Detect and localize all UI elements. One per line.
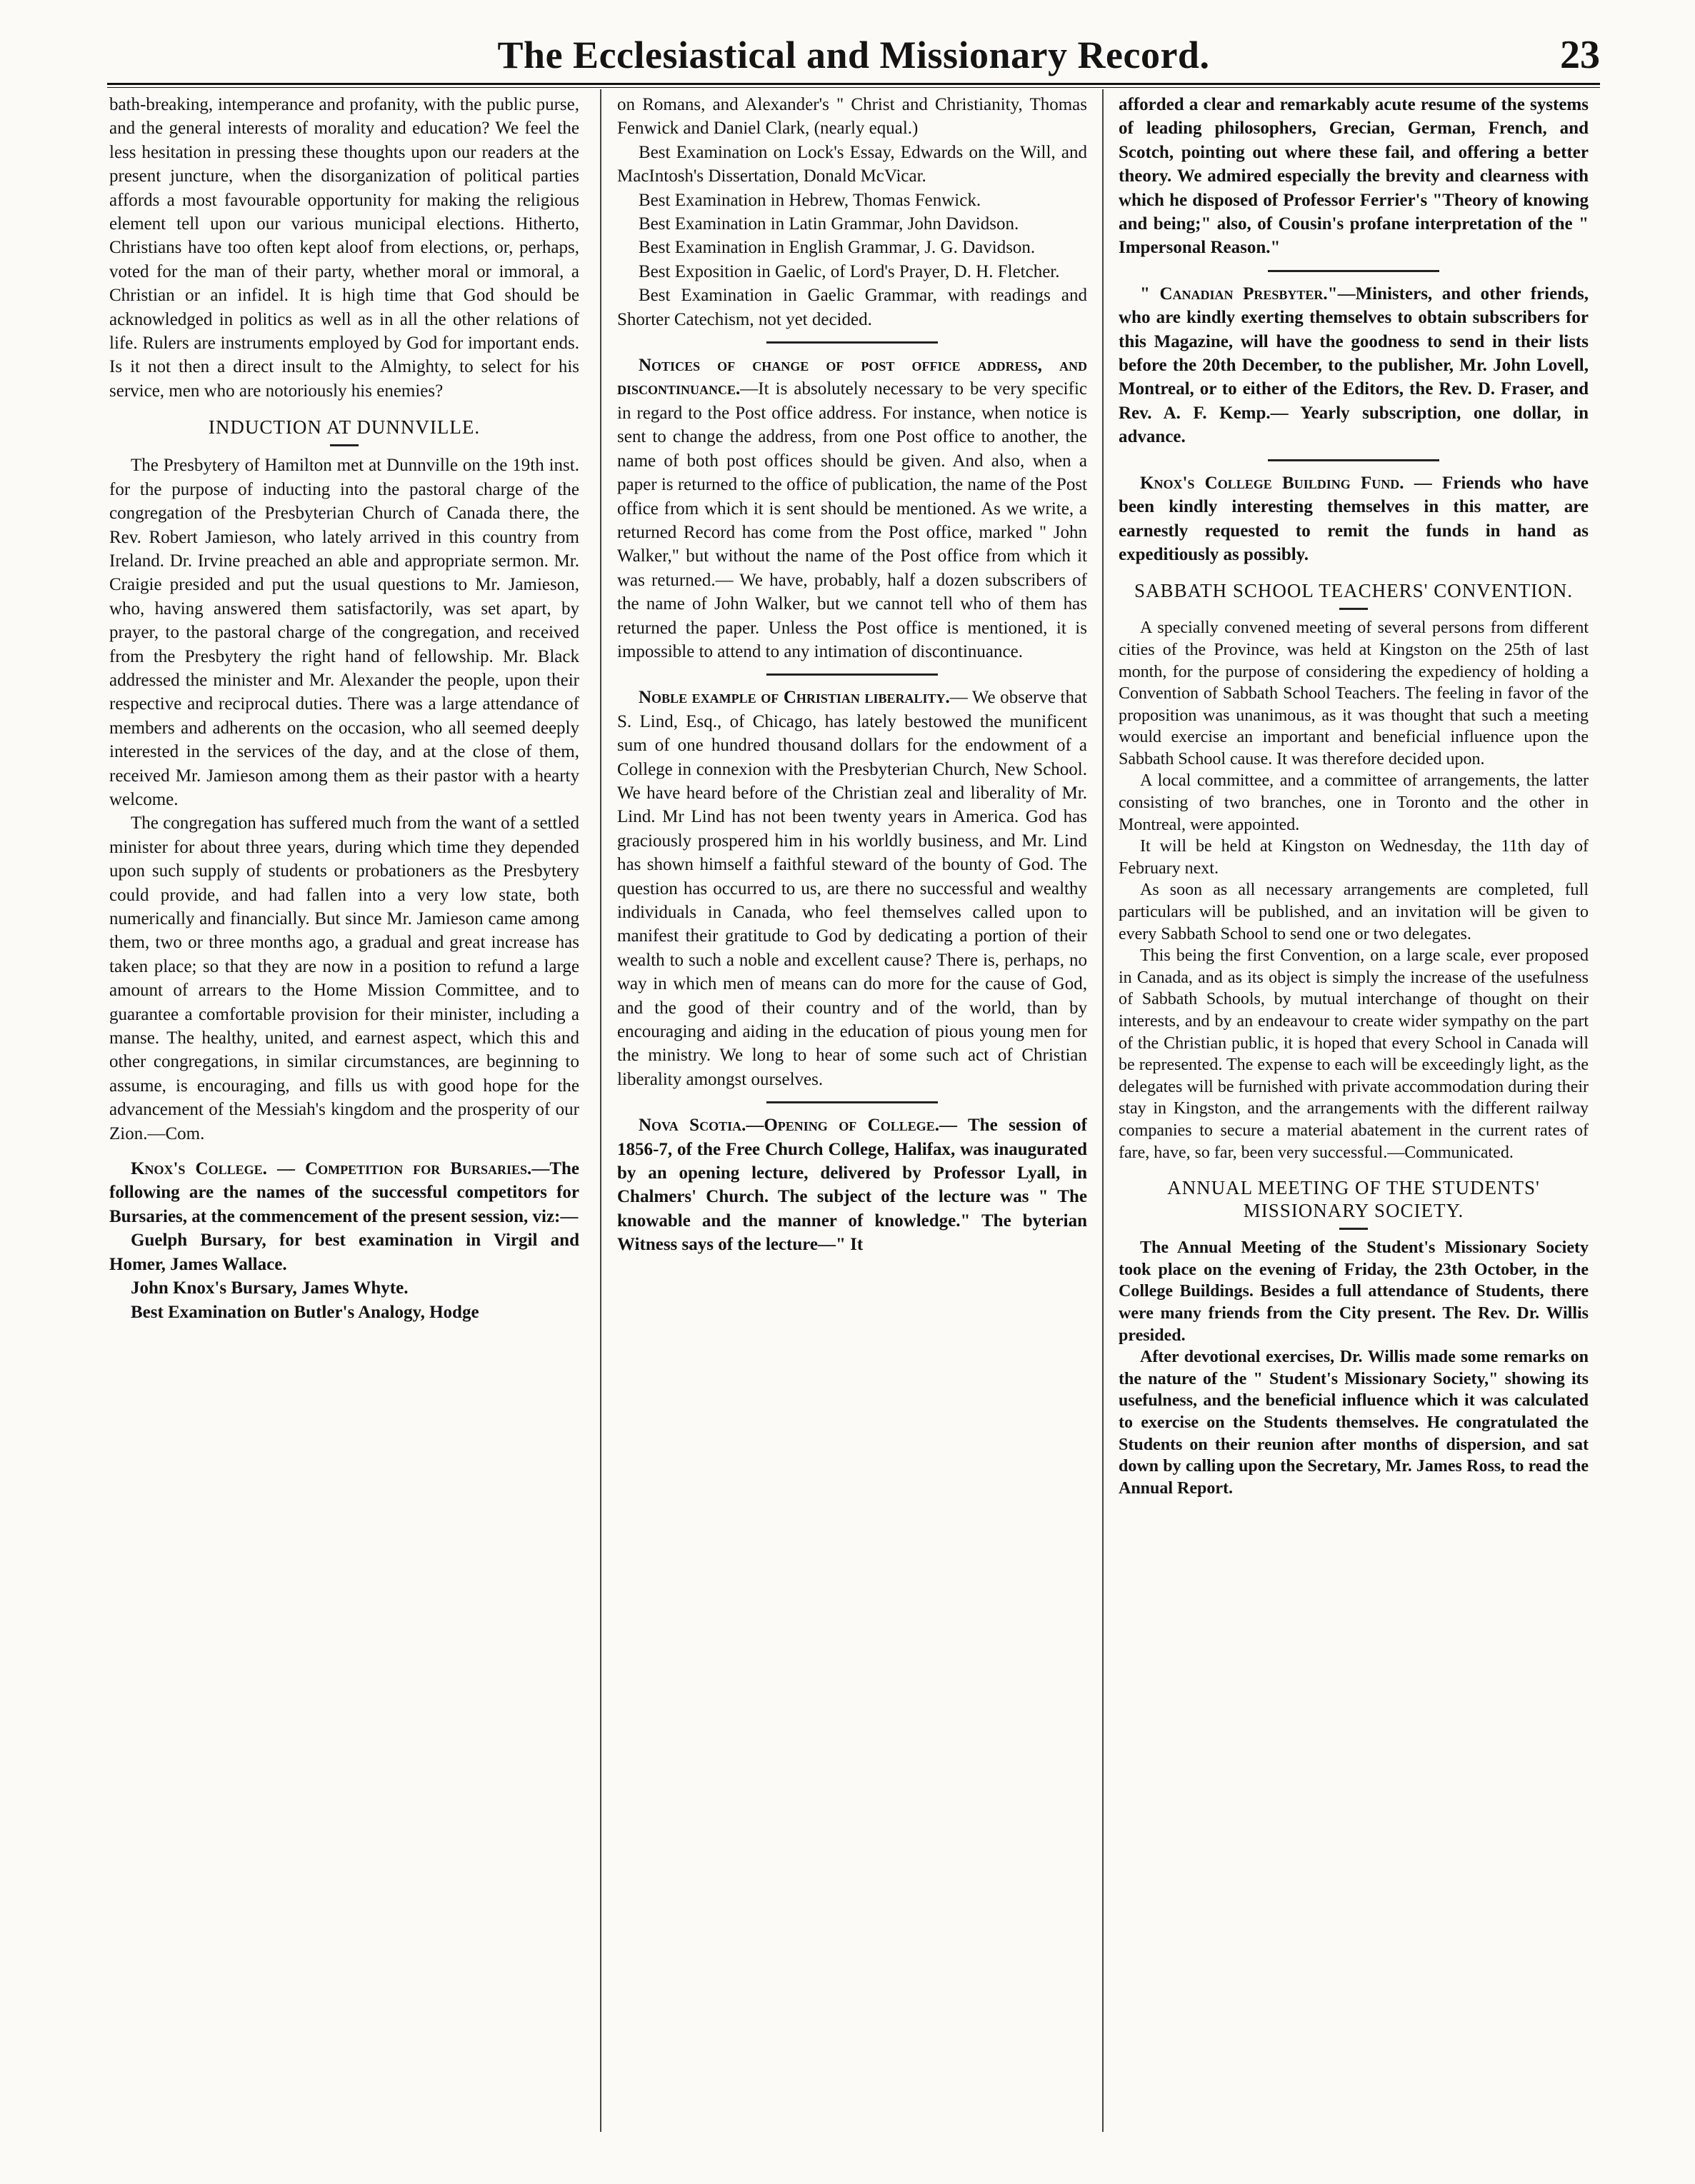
- continued-paragraph: bath-breaking, intemperance and profanity, with the public purse, and the general interests of morality and education? We feel the less hesitation in pressing these thoughts upon our readers at the present juncture, when the disorganization of political parties affords a most favourable opportunity for making the religious element tell upon our various municipal elections. Hitherto, Christians have too often kept aloof from elections, or, perhaps, voted for the man of their party, whether moral or immoral, a Christian or an infidel. It is high time that God should be acknowledged in politics as well as in all the other relations of life. Rulers are instruments employed by God for important ends. Is it not then a direct insult to the Almighty, to select for his service, men who are notoriously his enemies?: [109, 95, 579, 401]
- article-text: —Ministers, and other friends, who are kindly exerting themselves to obtain subscribers for this Magazine, will have the goodness to send in their lists before the 20th December, to the publisher, Mr. John Lovell, Montreal, or to either of the Editors, the Rev. D. Fraser, and Rev. A. F. Kemp.— Yearly subscription, one dollar, in advance.: [1119, 284, 1589, 447]
- paragraph: A specially convened meeting of several persons from different cities of the Province, was held at Kingston on the 25th of last month, for the purpose of considering the expediency of holding a Convention of Sabbath School Teachers. The feeling in favor of the proposition was unanimous, as it was thought that such a meeting would exercise an important and beneficial influence upon the Sabbath School cause. It was therefore decided upon.: [1119, 618, 1589, 768]
- continued-paragraph: on Romans, and Alexander's " Christ and Christianity, Thomas Fenwick and Daniel Clark, (nearly equal.): [617, 95, 1087, 139]
- article-knox-bursaries: [109, 1157, 579, 1228]
- article-text: —The following are the names of the successful competitors for Bursaries, at the commencement of the present session, viz:—: [109, 1159, 579, 1226]
- separator-rule: [766, 673, 938, 676]
- section-heading-sabbath-school: SABBATH SCHOOL TEACHERS' CONVENTION.: [1134, 580, 1573, 602]
- page-header: [107, 30, 1600, 80]
- paragraph: A local committee, and a committee of arrangements, the latter consisting of two branches, one in Toronto and the other in Montreal, were appointed.: [1119, 771, 1589, 834]
- bursary-item: Best Examination in English Grammar, J. G. Davidson.: [639, 238, 1036, 258]
- paragraph: It will be held at Kingston on Wednesday, the 11th day of February next.: [1119, 837, 1589, 878]
- running-title: The Ecclesiastical and Missionary Record.: [497, 34, 1210, 76]
- article-text: —It is absolutely necessary to be very specific in regard to the Post office address. For instance, when notice is sent to change the address, from one Post office to another, the name of both post offices should be given. And also, when a paper is returned to the office of publication, the name of the Post office from which it is sent should be mentioned. As we write, a returned Record has come from the Post office, marked " John Walker," but without the name of the Post office from which it was returned.— We have, probably, half a dozen subscribers of the name of John Walker, but we cannot tell who of them has returned the paper. Unless the Post office is mentioned, it is impossible to attend to any intimation of discontinuance.: [617, 379, 1087, 661]
- column-3: [1119, 93, 1589, 2150]
- paragraph: After devotional exercises, Dr. Willis made some remarks on the nature of the " Student's Missionary Society," showing its usefulness, and the beneficial influence which it was calculated to exercise on the Students themselves. He congratulated the Students on their reunion after months of dispersion, and sat down by calling upon the Secretary, Mr. James Ross, to read the Annual Report.: [1119, 1348, 1589, 1498]
- article-text: — Friends who have been kindly interesting themselves in this matter, are earnestly requested to remit the funds in hand as expeditiously as possibly.: [1119, 473, 1589, 564]
- article-building-fund: [1119, 471, 1589, 567]
- bursary-item: John Knox's Bursary, James Whyte.: [131, 1278, 409, 1298]
- bursary-item: Best Exposition in Gaelic, of Lord's Prayer, D. H. Fletcher.: [639, 261, 1060, 281]
- column-divider: [1102, 89, 1104, 2132]
- bursary-item: Best Examination in Latin Grammar, John Davidson.: [639, 214, 1019, 234]
- bursary-item: Best Examination in Gaelic Grammar, with readings and Shorter Catechism, not yet decided.: [617, 286, 1087, 329]
- article-lead: Knox's College Building Fund.: [1140, 473, 1404, 493]
- section-heading-annual-meeting: ANNUAL MEETING OF THE STUDENTS' MISSIONARY SOCIETY.: [1167, 1177, 1540, 1222]
- article-notices: [617, 354, 1087, 663]
- article-nova-scotia: [617, 1113, 1087, 1256]
- paragraph: As soon as all necessary arrangements are completed, full particulars will be published, and an invitation will be given to every Sabbath School to send one or two delegates.: [1119, 881, 1589, 943]
- separator-rule: [766, 1101, 938, 1103]
- article-lead: Notices of change of post office address, and discontinuance.: [617, 356, 1087, 399]
- bursary-item: Best Examination in Hebrew, Thomas Fenwick.: [639, 190, 981, 210]
- article-canadian-presbyter: [1119, 282, 1589, 449]
- heading-dash: [1339, 608, 1368, 610]
- paragraph: The Annual Meeting of the Student's Missionary Society took place on the evening of Friday, the 23th October, in the College Buildings. Besides a full attendance of Students, there were many friends from the City present. The Rev. Dr. Willis presided.: [1119, 1238, 1589, 1345]
- article-lead: Nova Scotia.—Opening of College.: [639, 1116, 939, 1136]
- page-number: 23: [1560, 33, 1600, 77]
- article-lead: " Canadian Presbyter.": [1140, 284, 1338, 304]
- article-lead: Knox's College. — Competition for Bursaries.: [131, 1159, 532, 1179]
- continued-paragraph: afforded a clear and remarkably acute resume of the systems of leading philosophers, Grecian, German, French, and Scotch, pointing out where these fail, and offering a better theory. We admired especially the brevity and clearness with which he disposed of Professor Ferrier's "Theory of knowing and being;" also, of Cousin's profane interpretation of the " Impersonal Reason.": [1119, 95, 1589, 258]
- heading-dash: [1339, 1228, 1368, 1230]
- column-divider: [600, 89, 601, 2132]
- bursary-item: Best Examination on Lock's Essay, Edwards on the Will, and MacIntosh's Dissertation, Donald McVicar.: [617, 142, 1087, 186]
- separator-rule: [766, 341, 938, 344]
- paragraph: The congregation has suffered much from the want of a settled minister for about three years, during which time they depended upon such supply of students or probationers as the Presbytery could provide, and had fallen into a very low state, both numerically and financially. But since Mr. Jamieson came among them, two or three months ago, a gradual and great increase has taken place; so that they are now in a position to refund a large amount of arrears to the Home Mission Committee, and to guarantee a comfortable provision for their minister, including a manse. The healthy, united, and earnest aspect, which this and other congregations, in similar circumstances, are beginning to assume, is encouraging, and fills us with good hope for the advancement of the Messiah's kingdom and the prosperity of our Zion.—Com.: [109, 813, 579, 1143]
- heading-dash: [330, 444, 359, 446]
- article-noble-example: [617, 686, 1087, 1091]
- column-2: [617, 93, 1087, 2150]
- bursary-item: Best Examination on Butler's Analogy, Hodge: [131, 1302, 479, 1322]
- article-text: — We observe that S. Lind, Esq., of Chicago, has lately bestowed the munificent sum of one hundred thousand dollars for the endowment of a College in connexion with the Presbyterian Church, New School. We have heard before of the Christian zeal and liberality of Mr. Lind. Mr Lind has not been twenty years in America. God has graciously prospered him in his worldly business, and Mr. Lind has shown himself a faithful steward of the bounty of God. The question has occurred to us, are there no successful and wealthy individuals in Canada, who feel themselves called upon to manifest their gratitude to God by dedicating a portion of their wealth to such a noble and excellent cause? There is, perhaps, no way in which men of means can do more for the cause of God, and the good of their country and of the world, than by encouraging and aiding in the education of pious young men for the ministry. We long to hear of some such act of Christian liberality amongst ourselves.: [617, 688, 1087, 1089]
- header-rule-thick: [107, 83, 1600, 85]
- article-lead: Noble example of Christian liberality.: [639, 688, 950, 708]
- paragraph: The Presbytery of Hamilton met at Dunnville on the 19th inst. for the purpose of inducting into the pastoral charge of the congregation of the Presbyterian Church of Canada there, the Rev. Robert Jamieson, who lately arrived in this country from Ireland. Dr. Irvine preached an able and appropriate sermon. Mr. Craigie presided and put the usual questions to Mr. Jamieson, who, having answered them satisfactorily, was set apart, by prayer, to the pastoral charge of the congregation, and received from the Presbytery the right hand of fellowship. Mr. Black addressed the minister and Mr. Alexander the people, upon their respective and reciprocal duties. There was a large attendance of members and adherents on the occasion, who all seemed deeply interested in the services of the day, and at the close of them, received Mr. Jamieson among them as their pastor with a hearty welcome.: [109, 456, 579, 809]
- paragraph: This being the first Convention, on a large scale, ever proposed in Canada, and as its object is simply the increase of the usefulness of Sabbath Schools, by mutual interchange of thought on their interests, and by an endeavour to create wider sympathy on the part of the Christian public, it is hoped that every School in Canada will be represented. The expense to each will be exceedingly light, as the delegates will be furnished with private accommodation during their stay in Kingston, and the arrangements with the different railway companies to secure a material abatement in the current rates of fare, have, so far, been very successful.—Communicated.: [1119, 946, 1589, 1162]
- separator-rule: [1268, 459, 1439, 461]
- column-1: [109, 93, 579, 2150]
- separator-rule: [1268, 270, 1439, 272]
- article-text: — The session of 1856-7, of the Free Church College, Halifax, was inaugurated by an opening lecture, delivered by Professor Lyall, in Chalmers' Church. The subject of the lecture was " The knowable and the manner of knowledge." The byterian Witness says of the lecture—" It: [617, 1116, 1087, 1255]
- section-heading-induction: INDUCTION AT DUNNVILLE.: [208, 416, 481, 439]
- header-rule-thin: [107, 87, 1600, 88]
- bursary-item: Guelph Bursary, for best examination in Virgil and Homer, James Wallace.: [109, 1231, 579, 1274]
